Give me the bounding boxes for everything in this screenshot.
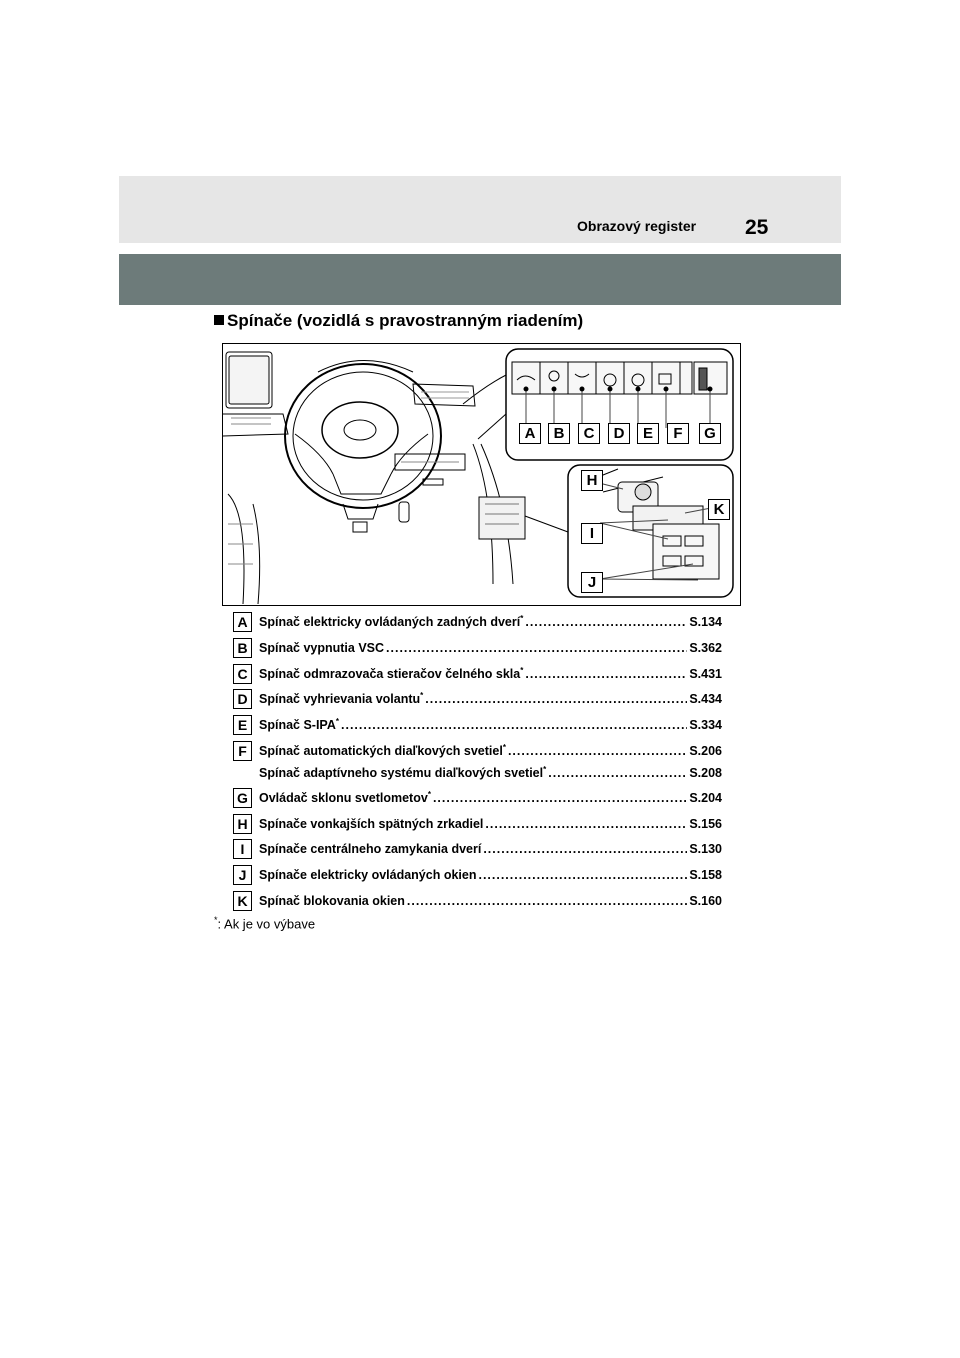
item-label: Spínač vyhrievania volantu	[259, 692, 421, 707]
callout-e: E	[637, 423, 659, 444]
item-label: Spínač vypnutia VSC	[259, 641, 385, 656]
item-label: Spínač automatických diaľkových svetiel	[259, 744, 503, 759]
dot-leader	[485, 817, 687, 831]
item-label: Spínače elektricky ovládaných okien	[259, 868, 477, 883]
callout-f: F	[667, 423, 689, 444]
item-tag: J	[233, 865, 252, 885]
item-tag: G	[233, 788, 252, 808]
item-note: *	[543, 765, 547, 774]
dot-leader	[478, 868, 687, 882]
item-page-ref: S.206	[689, 744, 722, 759]
dot-leader	[425, 692, 687, 706]
callout-j: J	[581, 572, 603, 593]
callout-i: I	[581, 523, 603, 544]
item-note: *	[520, 614, 524, 623]
item-note: *	[427, 790, 431, 799]
item-label: Spínač elektricky ovládaných zadných dverí	[259, 615, 521, 630]
item-page-ref: S.160	[689, 894, 722, 909]
dot-leader	[386, 641, 687, 655]
square-bullet-icon	[214, 315, 224, 325]
item-tag: H	[233, 814, 252, 834]
item-label: Spínač S-IPA	[259, 718, 336, 733]
dot-leader	[407, 894, 687, 908]
item-label: Ovládač sklonu svetlometov	[259, 791, 428, 806]
item-tag: I	[233, 839, 252, 859]
item-note: *	[502, 743, 506, 752]
callout-d: D	[608, 423, 630, 444]
item-label: Spínače centrálneho zamykania dverí	[259, 842, 482, 857]
item-tag: B	[233, 638, 252, 658]
dot-leader	[483, 842, 687, 856]
dot-leader	[341, 718, 687, 732]
item-note: *	[520, 666, 524, 675]
item-page-ref: S.334	[689, 718, 722, 733]
page-number: 25	[745, 216, 769, 239]
item-page-ref: S.156	[689, 817, 722, 832]
item-tag: E	[233, 715, 252, 735]
item-tag: K	[233, 891, 252, 911]
section-band	[119, 254, 841, 305]
page-heading-text: Spínače (vozidlá s pravostranným riadením)	[227, 311, 584, 330]
callout-a: A	[519, 423, 541, 444]
item-label: Spínač adaptívneho systému diaľkových svetiel	[259, 766, 544, 781]
item-page-ref: S.204	[689, 791, 722, 806]
cockpit-drawing	[223, 344, 740, 605]
item-label: Spínač blokovania okien	[259, 894, 405, 909]
item-page-ref: S.208	[689, 766, 722, 781]
dot-leader	[508, 744, 687, 758]
item-label: Spínač odmrazovača stieračov čelného skla	[259, 667, 521, 682]
footnote-mark: *	[214, 915, 218, 925]
section-title: Obrazový register	[577, 218, 697, 234]
item-page-ref: S.134	[689, 615, 722, 630]
item-note: *	[335, 717, 339, 726]
item-page-ref: S.434	[689, 692, 722, 707]
item-page-ref: S.362	[689, 641, 722, 656]
item-label: Spínače vonkajších spätných zrkadiel	[259, 817, 484, 832]
item-page-ref: S.130	[689, 842, 722, 857]
item-tag: D	[233, 689, 252, 709]
footnote	[214, 915, 315, 931]
item-page-ref: S.158	[689, 868, 722, 883]
item-page-ref: S.431	[689, 667, 722, 682]
callout-b: B	[548, 423, 570, 444]
item-tag: C	[233, 664, 252, 684]
callout-k: K	[708, 499, 730, 520]
item-tag: A	[233, 612, 252, 632]
dot-leader	[525, 667, 687, 681]
callout-h: H	[581, 470, 603, 491]
callout-c: C	[578, 423, 600, 444]
page-heading	[214, 311, 583, 331]
switches-illustration	[222, 343, 741, 606]
item-tag: F	[233, 741, 252, 761]
dot-leader	[525, 615, 687, 629]
callout-g: G	[699, 423, 721, 444]
item-note: *	[420, 691, 424, 700]
header-band	[119, 176, 841, 243]
dot-leader	[433, 791, 687, 805]
dot-leader	[548, 766, 687, 780]
footnote-text: : Ak je vo výbave	[217, 916, 316, 932]
